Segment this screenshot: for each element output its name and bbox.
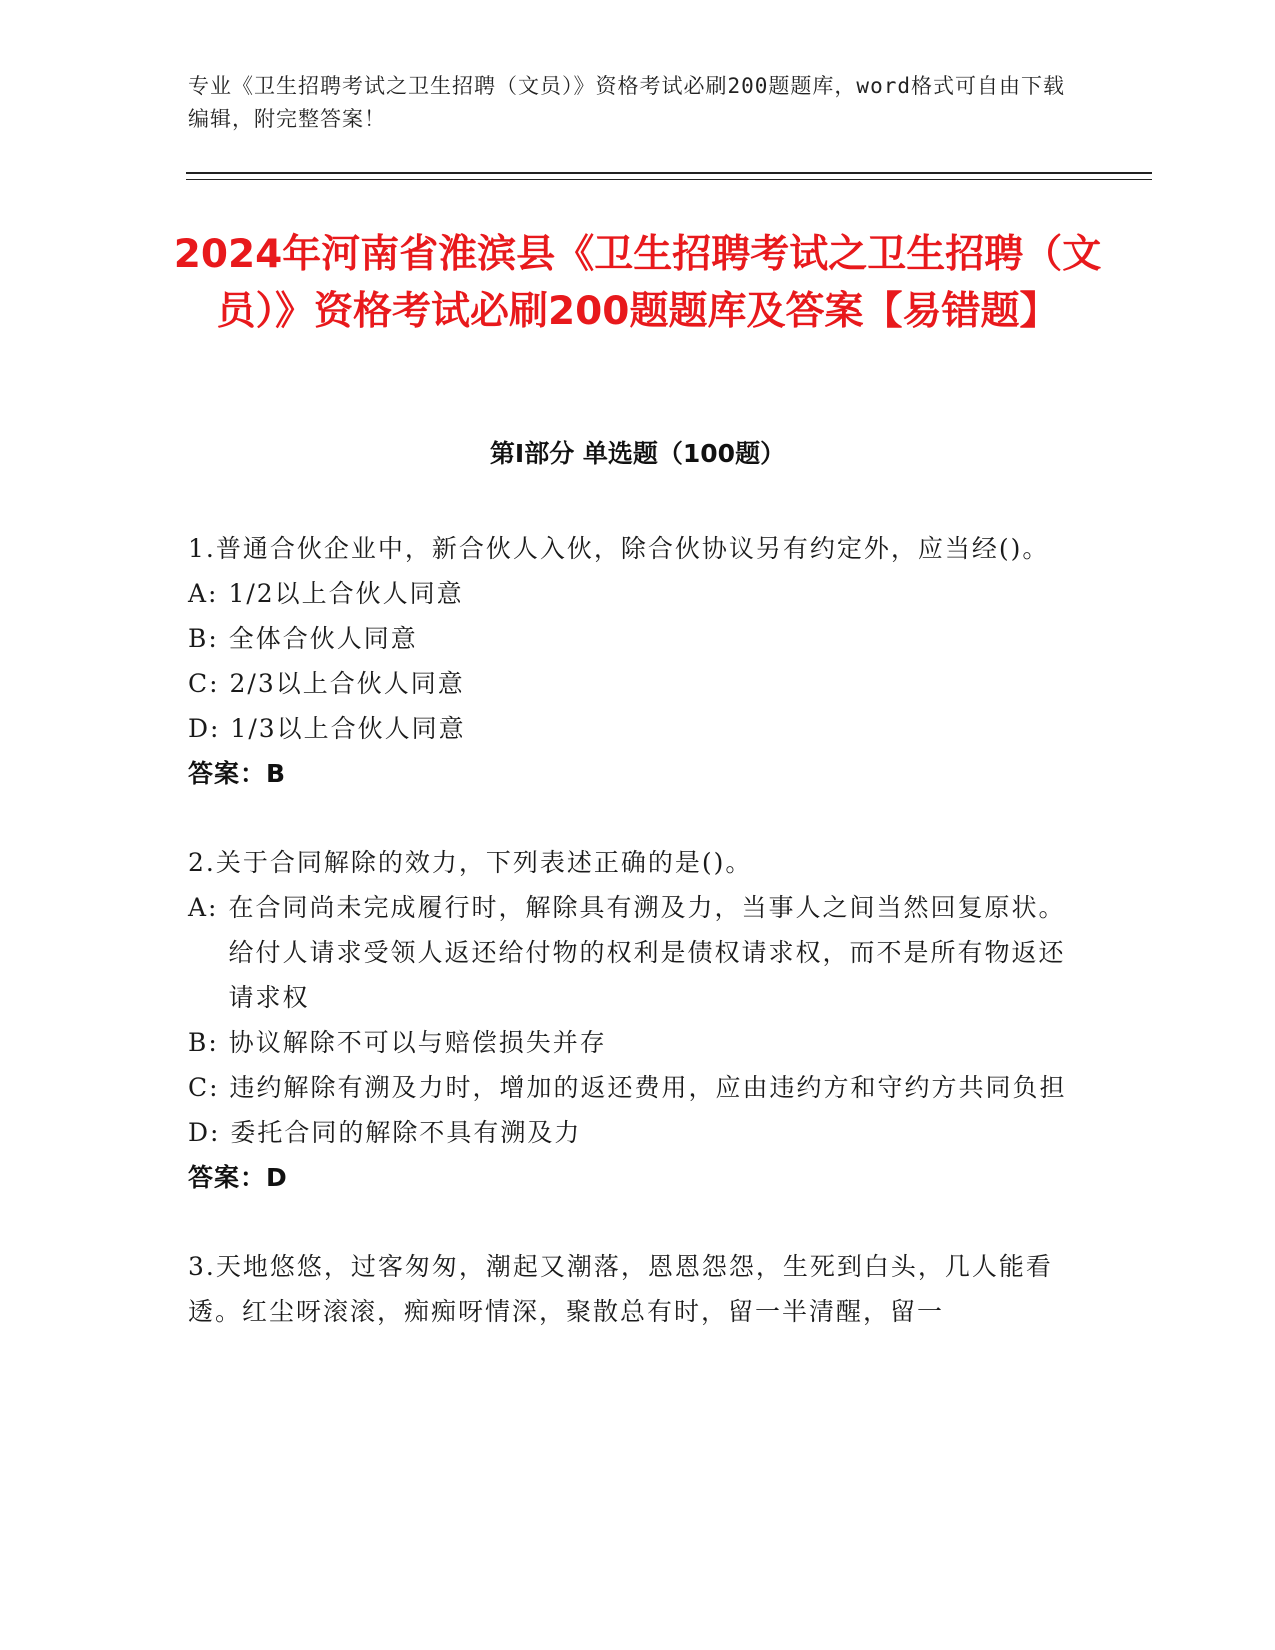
question-3: [188, 1244, 1068, 1334]
option-text: 在合同尚未完成履行时，解除具有溯及力，当事人之间当然回复原状。给付人请求受领人返还给付物的权利是债权请求权，而不是所有物返还请求权: [228, 893, 1066, 1012]
option-c: [188, 1065, 1068, 1110]
option-c: [188, 661, 1068, 706]
option-key: B:: [188, 1028, 229, 1057]
answer-label: 答案：D: [188, 1163, 288, 1192]
option-b: [188, 616, 1068, 661]
option-text: 1/2以上合伙人同意: [228, 579, 464, 608]
question-1: [188, 526, 1068, 796]
question-2: [188, 840, 1068, 1200]
option-key: D:: [188, 714, 231, 743]
option-b: [188, 1020, 1068, 1065]
option-key: C:: [188, 1073, 230, 1102]
option-key: A:: [188, 579, 229, 608]
option-text: 违约解除有溯及力时，增加的返还费用，应由违约方和守约方共同负担: [229, 1073, 1067, 1102]
option-a: [188, 571, 1068, 616]
option-key: D:: [188, 1118, 231, 1147]
option-text: 全体合伙人同意: [228, 624, 418, 653]
option-text: 协议解除不可以与赔偿损失并存: [228, 1028, 607, 1057]
option-text: 1/3以上合伙人同意: [230, 714, 466, 743]
option-a: [188, 885, 1068, 1020]
section-heading: 第Ⅰ部分 单选题（100题）: [489, 439, 786, 468]
option-d: [188, 1110, 1068, 1155]
header-divider: [186, 172, 1152, 174]
option-key: B:: [188, 624, 229, 653]
question-stem: 3.天地悠悠，过客匆匆，潮起又潮落，恩恩怨怨，生死到白头，几人能看透。红尘呀滚滚，痴痴呀情深，聚散总有时，留一半清醒，留一: [188, 1252, 1053, 1326]
option-d: [188, 706, 1068, 751]
header-divider-thin: [186, 179, 1152, 180]
question-stem: 1.普通合伙企业中，新合伙人入伙，除合伙协议另有约定外，应当经()。: [188, 534, 1050, 563]
option-text: 委托合同的解除不具有溯及力: [230, 1118, 582, 1147]
option-key: C:: [188, 669, 230, 698]
header-note: 专业《卫生招聘考试之卫生招聘（文员）》资格考试必刷200题题库，word格式可自由下载编辑，附完整答案！: [188, 74, 1065, 131]
option-text: 2/3以上合伙人同意: [229, 669, 465, 698]
question-stem: 2.关于合同解除的效力，下列表述正确的是()。: [188, 848, 753, 877]
question-list: [188, 526, 1068, 1378]
option-key: A:: [188, 893, 229, 922]
answer-label: 答案：B: [188, 759, 287, 788]
document-title: 2024年河南省淮滨县《卫生招聘考试之卫生招聘（文员）》资格考试必刷200题题库及答案【易错题】: [173, 232, 1102, 334]
